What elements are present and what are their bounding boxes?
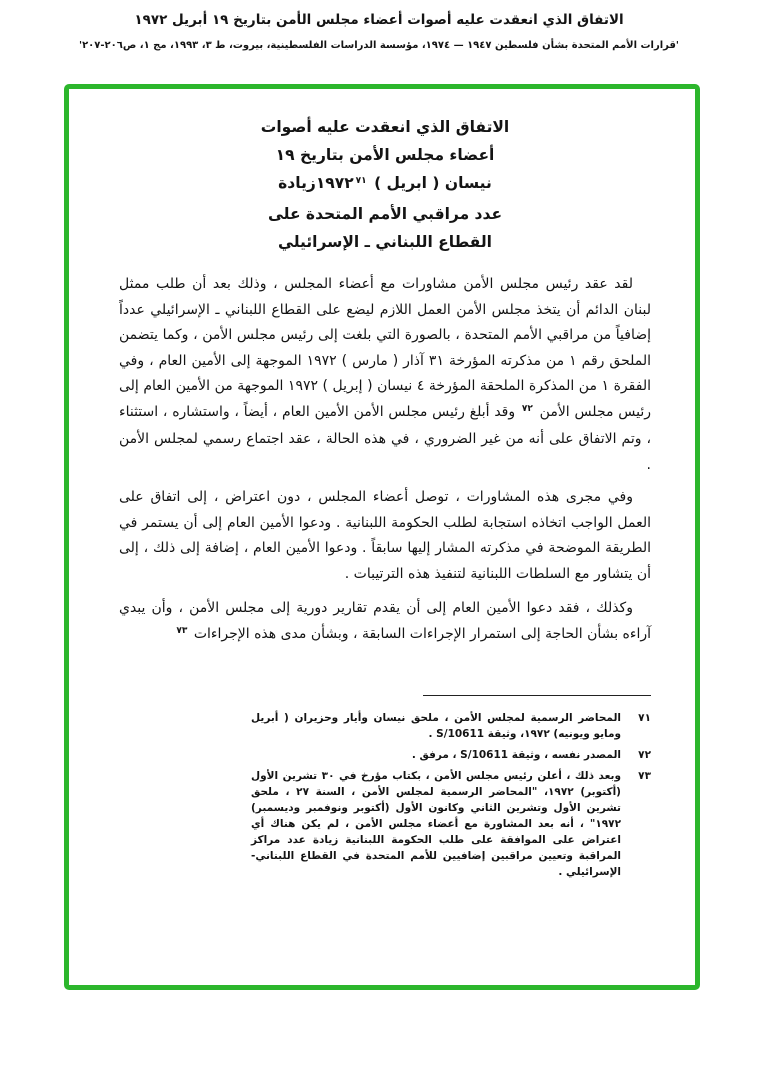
footnote-ref-72: ٧٢ [521, 403, 533, 414]
paragraph-1 [119, 272, 651, 478]
page-title: الاتفاق الذي انعقدت عليه أصوات أعضاء مجلس الأمن بتاريخ ١٩ أبريل ١٩٧٢ [134, 12, 624, 28]
page-header [0, 0, 758, 51]
document-frame [64, 84, 700, 990]
title-line-5: القطاع اللبناني ـ الإسرائيلي [278, 233, 492, 251]
paragraph-1-text: لقد عقد رئيس مجلس الأمن مشاورات مع أعضاء المجلس ، وذلك بعد أن طلب ممثل لبنان الدائم أن يتخذ مجلس الأمن العمل اللازم ليضع على القطاع اللبناني ـ الإسرائيلي عدداً إضافياً من مراقبي الأمم المتحدة ، بالصورة التي بلغت إلى رئيس مجلس الأمن ، وكما يتضمن الملحق رقم ١ من مذكرته المؤرخة ٣١ آذار ( مارس ) ١٩٧٢ الموجهة إلى الأمين العام ، وفي الفقرة ١ من المذكرة الملحقة المؤرخة ٤ نيسان ( إبريل ) ١٩٧٢ الموجهة من الأمين العام إلى رئيس مجلس الأمن [119, 276, 651, 420]
footnote-separator [423, 695, 651, 696]
paragraph-2 [119, 485, 651, 589]
title-line-3-text: نيسان ( ابريل ) ١٩٧٢ [315, 174, 492, 192]
footnote-ref-none [341, 566, 345, 576]
footnote-item-71 [251, 710, 651, 742]
footnote-number: ٧١ [638, 712, 651, 724]
footnote-item-73 [251, 768, 651, 880]
title-line-4: عدد مراقبي الأمم المتحدة على [267, 205, 503, 223]
footnote-text: وبعد ذلك ، أعلن رئيس مجلس الأمن ، بكتاب مؤرخ في ٣٠ تشرين الأول (أكتوبر) ١٩٧٢، "المحاضر الرسمية لمجلس الأمن ، السنة ٢٧ ، ملحق تشرين الأول وتشرين الثاني وكانون الأول (أكتوبر ونوفمبر وديسمبر) ١٩٧٢" ، أنه بعد المشاورة مع أعضاء مجلس الأمن ، لم يكن هناك أي اعتراض على الموافقة على طلب الحكومة اللبنانية زيادة عدد مراكز المراقبة وتعيين مراقبين إضافيين للأمم المتحدة في القطاع اللبناني- الإسرائيلي . [251, 770, 621, 878]
footnote-ref-71: ٧١ [355, 176, 367, 186]
paragraph-2-text: وفي مجرى هذه المشاورات ، توصل أعضاء المجلس ، دون اعتراض ، إلى اتفاق على العمل الواجب اتخاذه استجابة لطلب الحكومة اللبنانية . ودعوا الأمين العام إلى أن يستمر في الطريقة الموضحة في مذكرته المشار إليها سابقاً . ودعوا الأمين العام ، إضافة إلى ذلك ، إلى أن يتشاور مع السلطات اللبنانية لتنفيذ هذه الترتيبات . [119, 489, 651, 582]
paragraph-3 [119, 596, 651, 649]
footnotes [251, 710, 651, 880]
paragraph-3-text: وكذلك ، فقد دعوا الأمين العام إلى أن يقدم تقارير دورية إلى مجلس الأمن ، وأن يبدي آراءه بشأن الحاجة إلى استمرار الإجراءات السابقة ، وبشأن مدى هذه الإجراءات [119, 600, 651, 642]
document-body [69, 89, 695, 880]
title-line-3-text-after: زيادة [278, 174, 316, 192]
title-line-1: الاتفاق الذي انعقدت عليه أصوات [260, 118, 510, 136]
title-line-3 [220, 169, 550, 200]
footnote-item-72 [251, 747, 651, 763]
source-citation: 'قرارات الأمم المتحدة بشأن فلسطين ١٩٤٧ — ١٩٧٤، مؤسسة الدراسات الفلسطينية، بيروت، ط ٣، ١٩٩٣، مج ١، ص٢٠٦-٢٠٧' [79, 40, 679, 51]
footnote-ref-73: ٧٣ [176, 625, 188, 636]
footnote-number: ٧٢ [638, 749, 651, 761]
footnote-text: المحاضر الرسمية لمجلس الأمن ، ملحق نيسان وأيار وحزيران ( أبريل ومايو ويونيه) ١٩٧٢، وثيقة S/10611 . [251, 712, 621, 740]
paragraph-1-text-after: وقد أبلغ رئيس مجلس الأمن الأمين العام ، أيضاً ، واستشاره ، استثناء ، وتم الاتفاق على أنه من غير الضروري ، في هذه الحالة ، عقد اجتماع رسمي لمجلس الأمن . [119, 403, 651, 473]
footnote-number: ٧٣ [638, 770, 651, 782]
title-line-2: أعضاء مجلس الأمن بتاريخ ١٩ [275, 146, 495, 164]
footnote-text: المصدر نفسه ، وثيقة S/10611 ، مرفق . [411, 749, 621, 761]
document-title [220, 113, 550, 256]
